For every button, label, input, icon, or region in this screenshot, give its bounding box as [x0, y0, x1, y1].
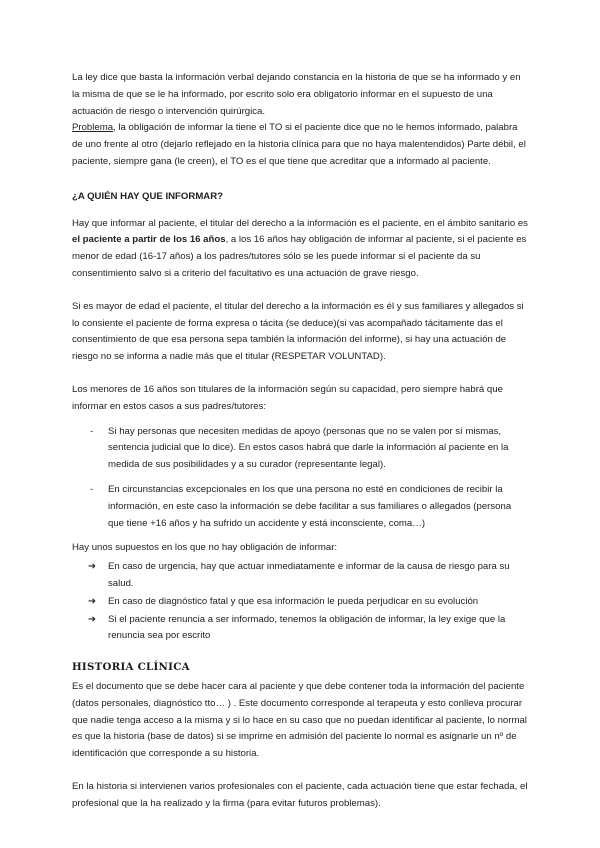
paragraph-historia-profesionales: En la historia si intervienen varios profesionales con el paciente, cada actuación tiene que estar fechada, el profesional que la ha realizado y la firma (para evitar futuros problemas). [72, 780, 528, 809]
paragraph-menores: Los menores de 16 años son titulares de la información según su capacidad, pero siempre habrá que informar en estos casos a sus padres/tutores: [72, 383, 503, 412]
list-item [72, 424, 528, 474]
intro-paragraph: La ley dice que basta la información verbal dejando constancia en la historia de que se ha informado y en la misma de que se le ha informado, por escrito solo era obligatorio informar en el supuesto de una actuación de riesgo o intervención quirúrgica. [72, 72, 521, 117]
arrow-list [72, 559, 528, 645]
paragraph-no-obligacion: Hay unos supuestos en los que no hay obligación de informar: [72, 542, 338, 554]
problem-paragraph [72, 120, 528, 170]
list-item-text: En circunstancias excepcionales en los que una persona no esté en condiciones de recibir la información, en este caso la información se debe facilitar a sus familiares o allegados (persona que tiene +16 años y ha sufrido un accidente y está inconsciente, coma…) [108, 483, 512, 529]
section-heading-quien-informar: ¿A QUIÉN HAY QUE INFORMAR? [72, 190, 224, 202]
dash-marker: - [90, 483, 94, 495]
dash-list [72, 424, 528, 533]
arrow-right-icon: ➔ [88, 595, 97, 607]
list-item [72, 482, 528, 532]
bold-phrase: el paciente a partir de los 16 años [72, 234, 226, 246]
problem-text: , la obligación de informar la tiene el TO si el paciente dice que no le hemos informado, palabra de uno frente al otro (dejarlo reflejado en la historia clínica para que no haya malentendidos) Parte débil, el paciente, siempre gana (le creen), el TO es el que tiene que acreditar que a informado al paciente. [72, 122, 526, 167]
arrow-right-icon: ➔ [88, 613, 97, 625]
list-item-text: Si el paciente renuncia a ser informado, tenemos la obligación de informar, la ley exige que la renuncia sea por escrito [108, 613, 506, 642]
list-item-text: En caso de diagnóstico fatal y que esa información le pueda perjudicar en su evolución [108, 595, 479, 607]
list-item-text: Si hay personas que necesiten medidas de apoyo (personas que no se valen por sí mismas, sentencia judicial que lo dice). En estos casos habrá que darle la información al paciente en la medida de sus posibilidades y a su curador (representante legal). [108, 425, 509, 471]
paragraph-text: Hay que informar al paciente, el titular del derecho a la información es el paciente, en el ámbito sanitario es [72, 217, 528, 229]
dash-marker: - [90, 425, 94, 437]
list-item [72, 612, 528, 646]
list-item [72, 559, 528, 593]
paragraph-titular-paciente [72, 216, 528, 283]
list-item-text: En caso de urgencia, hay que actuar inmediatamente e informar de la causa de riesgo para su salud. [108, 561, 510, 589]
paragraph-historia-definicion: Es el documento que se debe hacer cara al paciente y que debe contener toda la información del paciente (datos personales, diagnóstico tto… ) . Este documento corresponde al terapeuta y esto conlleva procurar que nadie tenga acceso a la misma y si lo hace en su caso que no puedan identificar al paciente, lo normal es que la historia (base de datos) si se imprime en admisión del paciente lo normal es asignarle un nº de identificación que corresponde a su historia. [72, 680, 527, 760]
section-heading-historia-clinica: HISTORIA CLÍNICA [72, 661, 190, 674]
paragraph-mayor-edad: Si es mayor de edad el paciente, el titular del derecho a la información es él y sus familiares y allegados si lo consiente el paciente de forma expresa o tácita (se deduce)(si vas acompañado tácitamente das el consentimiento de que esa persona sepa también la información del informe), si hay una actuación de riesgo no se informa a nadie más que el titular (RESPETAR VOLUNTAD). [72, 300, 524, 363]
paragraph-text: , a los 16 años hay obligación de informar al paciente, si el paciente es menor de edad (16-17 años) a los padres/tutores sólo se les puede informar si el paciente da su consentimiento salvo si a criterio del facultativo es una actuación de grave riesgo. [72, 234, 527, 279]
arrow-right-icon: ➔ [88, 561, 97, 573]
list-item [72, 594, 528, 611]
problem-label: Problema [72, 122, 114, 134]
